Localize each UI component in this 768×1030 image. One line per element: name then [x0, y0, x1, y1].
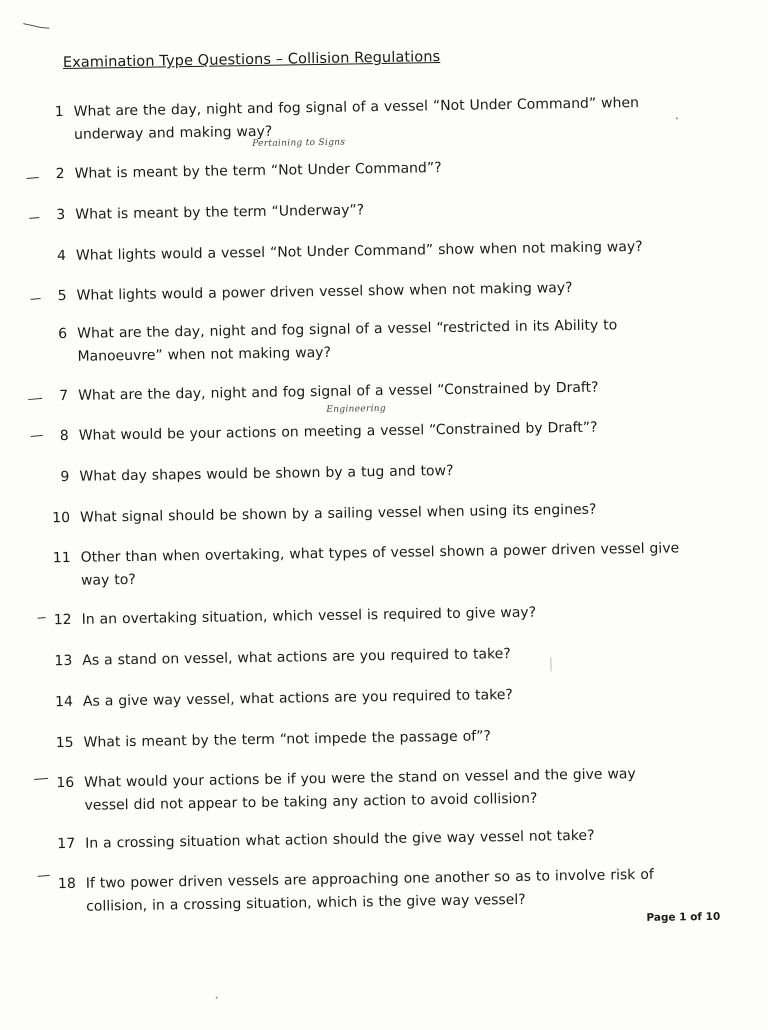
- question-text: In an overtaking situation, which vessel is required to give way?: [81, 604, 537, 628]
- question-number: 8: [59, 427, 69, 445]
- question-number: 13: [54, 652, 73, 670]
- question-number: 5: [57, 287, 67, 305]
- scan-mark-icon: [22, 21, 50, 29]
- question-text: What would be your actions on meeting a vessel “Constrained by Draft”?: [78, 419, 598, 444]
- question-number: 14: [54, 693, 74, 711]
- question-number: 11: [52, 549, 71, 567]
- question-text: What are the day, night and fog signal of a vessel “restricted in its Ability to Manoeuvre” when not making way?: [77, 317, 618, 365]
- question-number: 2: [55, 165, 65, 183]
- question-text: What is meant by the term “not impede the passage of”?: [83, 728, 491, 751]
- question-number: 3: [56, 206, 66, 224]
- page-title: Examination Type Questions – Collision Regulations: [62, 49, 441, 71]
- question-number: 17: [57, 835, 76, 853]
- question-number: 4: [56, 247, 67, 265]
- question-text: What are the day, night and fog signal of a vessel “Not Under Command” when underway and making way?: [73, 94, 640, 143]
- question-text: In a crossing situation what action should the give way vessel not take?: [85, 827, 595, 852]
- question-number: 12: [53, 611, 72, 629]
- question-number: 6: [58, 325, 68, 343]
- question-number: 9: [60, 468, 70, 486]
- question-text: If two power driven vessels are approaching one another so as to involve risk of collision, in a crossing situation, which is the give way vessel?: [85, 866, 654, 915]
- question-text: Other than when overtaking, what types of vessel shown a power driven vessel give way to?: [80, 540, 680, 589]
- page-number: Page 1 of 10: [646, 910, 721, 924]
- scan-speck: [676, 117, 678, 119]
- question-text: As a give way vessel, what actions are you required to take?: [82, 687, 513, 710]
- question-text: As a stand on vessel, what actions are you required to take?: [82, 646, 511, 669]
- question-text: What day shapes would be shown by a tug and tow?: [79, 462, 454, 485]
- scan-speck: [550, 657, 551, 671]
- question-text: What lights would a vessel “Not Under Command” show when not making way?: [75, 238, 643, 264]
- scan-speck: [216, 997, 218, 999]
- question-number: 15: [55, 734, 74, 752]
- handwritten-annotation: Pertaining to Signs: [252, 137, 346, 150]
- question-text: What is meant by the term “Not Under Command”?: [74, 160, 442, 182]
- handwritten-annotation: Engineering: [326, 403, 386, 415]
- question-text: What would your actions be if you were the stand on vessel and the give way vessel did not appear to be taking any action to avoid collision?: [84, 766, 636, 814]
- question-text: What is meant by the term “Underway”?: [75, 202, 365, 223]
- question-number: 16: [56, 774, 75, 792]
- question-number: 7: [59, 387, 69, 405]
- question-text: What are the day, night and fog signal of a vessel “Constrained by Draft?: [78, 379, 599, 404]
- question-text: What signal should be shown by a sailing vessel when using its engines?: [79, 501, 597, 526]
- question-number: 1: [54, 103, 64, 121]
- question-text: What lights would a power driven vessel show when not making way?: [76, 280, 573, 304]
- question-number: 10: [52, 509, 71, 527]
- question-number: 18: [57, 875, 76, 893]
